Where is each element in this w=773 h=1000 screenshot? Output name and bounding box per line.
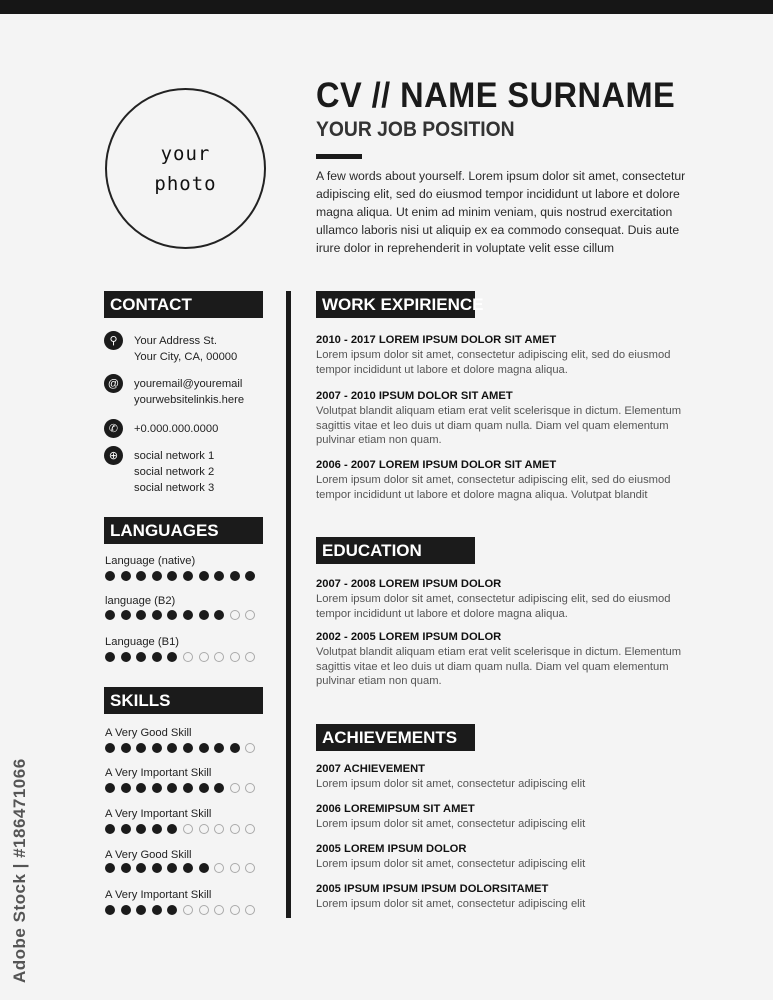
at-sign-icon: @ bbox=[104, 374, 123, 393]
rating-dot-empty bbox=[245, 743, 255, 753]
top-bar bbox=[0, 0, 773, 14]
rating-dot-empty bbox=[230, 905, 240, 915]
skill-label: A Very Important Skill bbox=[105, 889, 212, 901]
rating-dot-empty bbox=[183, 652, 193, 662]
website-line[interactable]: yourwebsitelinkis.here bbox=[134, 394, 245, 406]
entry-title: 2007 - 2008 LOREM IPSUM DOLOR bbox=[316, 578, 502, 590]
rating-dot-filled bbox=[167, 652, 177, 662]
rating-dot-filled bbox=[105, 610, 115, 620]
rating-dot-filled bbox=[136, 824, 146, 834]
rating-dot-filled bbox=[121, 610, 131, 620]
rating-dot-filled bbox=[121, 652, 131, 662]
rating-dot-filled bbox=[136, 783, 146, 793]
rating-dot-filled bbox=[167, 824, 177, 834]
entry-title: 2006 - 2007 LOREM IPSUM DOLOR SIT AMET bbox=[316, 459, 557, 471]
rating-dot-filled bbox=[214, 783, 224, 793]
work-entry bbox=[316, 458, 696, 502]
rating-dot-filled bbox=[214, 571, 224, 581]
achievement-entry bbox=[316, 842, 696, 872]
entry-body: Lorem ipsum dolor sit amet, consectetur adipiscing elit bbox=[316, 898, 586, 910]
entry-body: Lorem ipsum dolor sit amet, consectetur adipiscing elit bbox=[316, 778, 586, 790]
rating-dot-empty bbox=[214, 824, 224, 834]
location-pin-icon: ⚲ bbox=[104, 331, 123, 350]
rating-dot-empty bbox=[199, 905, 209, 915]
rating-dot-filled bbox=[121, 571, 131, 581]
photo-text-line1: your bbox=[160, 142, 211, 165]
education-entry bbox=[316, 577, 696, 621]
skill-label: A Very Good Skill bbox=[105, 727, 192, 739]
rating-dot-filled bbox=[136, 905, 146, 915]
contact-social bbox=[104, 448, 214, 496]
social-line-2[interactable]: social network 2 bbox=[134, 466, 215, 478]
achievement-entry bbox=[316, 762, 696, 792]
phone-icon: ✆ bbox=[104, 419, 123, 438]
stock-watermark: Adobe Stock | #186471066 bbox=[10, 758, 29, 983]
rating-dot-filled bbox=[245, 571, 255, 581]
rating-dot-filled bbox=[105, 783, 115, 793]
language-rating bbox=[105, 571, 261, 581]
photo-placeholder bbox=[105, 88, 266, 249]
entry-title: 2007 - 2010 IPSUM DOLOR SIT AMET bbox=[316, 390, 513, 402]
rating-dot-filled bbox=[183, 783, 193, 793]
achievements-heading: ACHIEVEMENTS bbox=[316, 724, 475, 751]
rating-dot-filled bbox=[199, 743, 209, 753]
rating-dot-empty bbox=[214, 652, 224, 662]
rating-dot-filled bbox=[152, 824, 162, 834]
rating-dot-filled bbox=[167, 571, 177, 581]
entry-title: 2005 IPSUM IPSUM IPSUM DOLORSITAMET bbox=[316, 883, 549, 895]
rating-dot-filled bbox=[214, 610, 224, 620]
photo-text-line2: photo bbox=[154, 172, 217, 195]
work-entry bbox=[316, 333, 696, 377]
skill-label: A Very Important Skill bbox=[105, 767, 212, 779]
rating-dot-filled bbox=[105, 652, 115, 662]
skill-rating bbox=[105, 783, 261, 793]
rating-dot-filled bbox=[121, 905, 131, 915]
rating-dot-filled bbox=[167, 905, 177, 915]
skills-heading: SKILLS bbox=[104, 687, 263, 714]
rating-dot-filled bbox=[152, 571, 162, 581]
rating-dot-filled bbox=[105, 571, 115, 581]
rating-dot-filled bbox=[152, 610, 162, 620]
address-line2: Your City, CA, 00000 bbox=[134, 351, 238, 363]
rating-dot-filled bbox=[121, 743, 131, 753]
contact-phone bbox=[104, 421, 218, 438]
work-heading: WORK EXPIRIENCE bbox=[316, 291, 475, 318]
rating-dot-filled bbox=[152, 905, 162, 915]
education-heading: EDUCATION bbox=[316, 537, 475, 564]
rating-dot-filled bbox=[230, 743, 240, 753]
rating-dot-empty bbox=[245, 610, 255, 620]
globe-icon: ⊕ bbox=[104, 446, 123, 465]
rating-dot-filled bbox=[214, 743, 224, 753]
rating-dot-filled bbox=[105, 743, 115, 753]
rating-dot-empty bbox=[245, 824, 255, 834]
contact-text bbox=[134, 376, 244, 408]
entry-body: Lorem ipsum dolor sit amet, consectetur adipiscing elit bbox=[316, 858, 586, 870]
skill-rating bbox=[105, 743, 261, 753]
job-rule bbox=[316, 154, 362, 159]
social-line-3[interactable]: social network 3 bbox=[134, 482, 215, 494]
skill-rating bbox=[105, 863, 261, 873]
language-rating bbox=[105, 610, 261, 620]
contact-email bbox=[104, 376, 244, 408]
rating-dot-filled bbox=[121, 824, 131, 834]
rating-dot-empty bbox=[214, 863, 224, 873]
entry-body: Lorem ipsum dolor sit amet, consectetur adipiscing elit, sed do eiusmod tempor incididunt ut labore et dolore magna aliqua. bbox=[316, 349, 671, 376]
phone-line: +0.000.000.0000 bbox=[134, 423, 219, 435]
rating-dot-filled bbox=[230, 571, 240, 581]
rating-dot-filled bbox=[199, 571, 209, 581]
skill-label: A Very Good Skill bbox=[105, 849, 192, 861]
entry-body: Lorem ipsum dolor sit amet, consectetur adipiscing elit bbox=[316, 818, 586, 830]
rating-dot-filled bbox=[136, 743, 146, 753]
achievement-entry bbox=[316, 802, 696, 832]
rating-dot-empty bbox=[230, 652, 240, 662]
entry-title: 2006 LOREMIPSUM SIT AMET bbox=[316, 803, 475, 815]
rating-dot-empty bbox=[183, 905, 193, 915]
rating-dot-filled bbox=[152, 863, 162, 873]
rating-dot-filled bbox=[121, 863, 131, 873]
skill-rating bbox=[105, 905, 261, 915]
email-line[interactable]: youremail@youremail bbox=[134, 378, 243, 390]
rating-dot-filled bbox=[136, 652, 146, 662]
language-label: Language (B1) bbox=[105, 636, 180, 648]
rating-dot-filled bbox=[152, 743, 162, 753]
achievement-entry bbox=[316, 882, 696, 912]
work-entry bbox=[316, 389, 696, 448]
rating-dot-empty bbox=[183, 824, 193, 834]
rating-dot-filled bbox=[105, 905, 115, 915]
rating-dot-filled bbox=[152, 652, 162, 662]
rating-dot-empty bbox=[245, 905, 255, 915]
language-rating bbox=[105, 652, 261, 662]
entry-title: 2007 ACHIEVEMENT bbox=[316, 763, 426, 775]
rating-dot-empty bbox=[199, 824, 209, 834]
rating-dot-filled bbox=[105, 824, 115, 834]
rating-dot-filled bbox=[167, 783, 177, 793]
language-label: Language (native) bbox=[105, 555, 196, 567]
social-line-1[interactable]: social network 1 bbox=[134, 450, 215, 462]
education-entry bbox=[316, 630, 696, 689]
rating-dot-filled bbox=[136, 610, 146, 620]
rating-dot-filled bbox=[121, 783, 131, 793]
rating-dot-filled bbox=[136, 863, 146, 873]
rating-dot-filled bbox=[152, 783, 162, 793]
rating-dot-filled bbox=[199, 783, 209, 793]
skill-label: A Very Important Skill bbox=[105, 808, 212, 820]
entry-body: Lorem ipsum dolor sit amet, consectetur adipiscing elit, sed do eiusmod tempor incididunt ut labore et dolore magna aliqua. bbox=[316, 593, 671, 620]
rating-dot-filled bbox=[136, 571, 146, 581]
rating-dot-filled bbox=[199, 610, 209, 620]
languages-heading: LANGUAGES bbox=[104, 517, 263, 544]
rating-dot-empty bbox=[230, 863, 240, 873]
rating-dot-empty bbox=[245, 783, 255, 793]
entry-title: 2005 LOREM IPSUM DOLOR bbox=[316, 843, 467, 855]
entry-body: Volutpat blandit aliquam etiam erat velit scelerisque in dictum. Elementum sagittis vitae et leo duis ut diam quam nulla. Diam vel quam elementum pulvinar etiam non quam. bbox=[316, 405, 682, 446]
contact-text bbox=[134, 333, 237, 365]
contact-heading: CONTACT bbox=[104, 291, 263, 318]
contact-text bbox=[134, 448, 214, 496]
rating-dot-empty bbox=[199, 652, 209, 662]
entry-body: Volutpat blandit aliquam etiam erat velit scelerisque in dictum. Elementum sagittis vitae et leo duis ut diam quam nulla. Diam vel quam elementum pulvinar etiam non quam. bbox=[316, 646, 682, 687]
rating-dot-filled bbox=[199, 863, 209, 873]
entry-title: 2002 - 2005 LOREM IPSUM DOLOR bbox=[316, 631, 502, 643]
entry-body: Lorem ipsum dolor sit amet, consectetur adipiscing elit, sed do eiusmod tempor incididunt ut labore et dolore magna aliqua. Volutpat blandit bbox=[316, 474, 671, 501]
job-position: YOUR JOB POSITION bbox=[316, 118, 515, 141]
contact-address bbox=[104, 333, 237, 365]
rating-dot-filled bbox=[167, 743, 177, 753]
language-label: language (B2) bbox=[105, 595, 176, 607]
rating-dot-empty bbox=[245, 863, 255, 873]
intro-text: A few words about yourself. Lorem ipsum dolor sit amet, consectetur adipiscing elit, sed do eiusmod tempor incididunt ut labore et dolore magna aliqua. Ut enim ad minim veniam, quis nostrud exercitation ullamco laboris nisi ut aliquip ex ea commodo consequat. Duis aute irure dolor in reprehenderit in voluptate velit esse cillum bbox=[316, 169, 686, 255]
cv-name: CV // NAME SURNAME bbox=[316, 76, 676, 115]
rating-dot-filled bbox=[167, 610, 177, 620]
contact-text bbox=[134, 421, 218, 437]
rating-dot-filled bbox=[183, 743, 193, 753]
skill-rating bbox=[105, 824, 261, 834]
column-divider bbox=[286, 291, 291, 918]
entry-title: 2010 - 2017 LOREM IPSUM DOLOR SIT AMET bbox=[316, 334, 557, 346]
rating-dot-empty bbox=[230, 783, 240, 793]
rating-dot-empty bbox=[214, 905, 224, 915]
rating-dot-filled bbox=[183, 863, 193, 873]
rating-dot-empty bbox=[245, 652, 255, 662]
rating-dot-filled bbox=[105, 863, 115, 873]
rating-dot-filled bbox=[183, 571, 193, 581]
address-line1: Your Address St. bbox=[134, 335, 217, 347]
rating-dot-filled bbox=[167, 863, 177, 873]
rating-dot-empty bbox=[230, 610, 240, 620]
rating-dot-empty bbox=[230, 824, 240, 834]
rating-dot-filled bbox=[183, 610, 193, 620]
